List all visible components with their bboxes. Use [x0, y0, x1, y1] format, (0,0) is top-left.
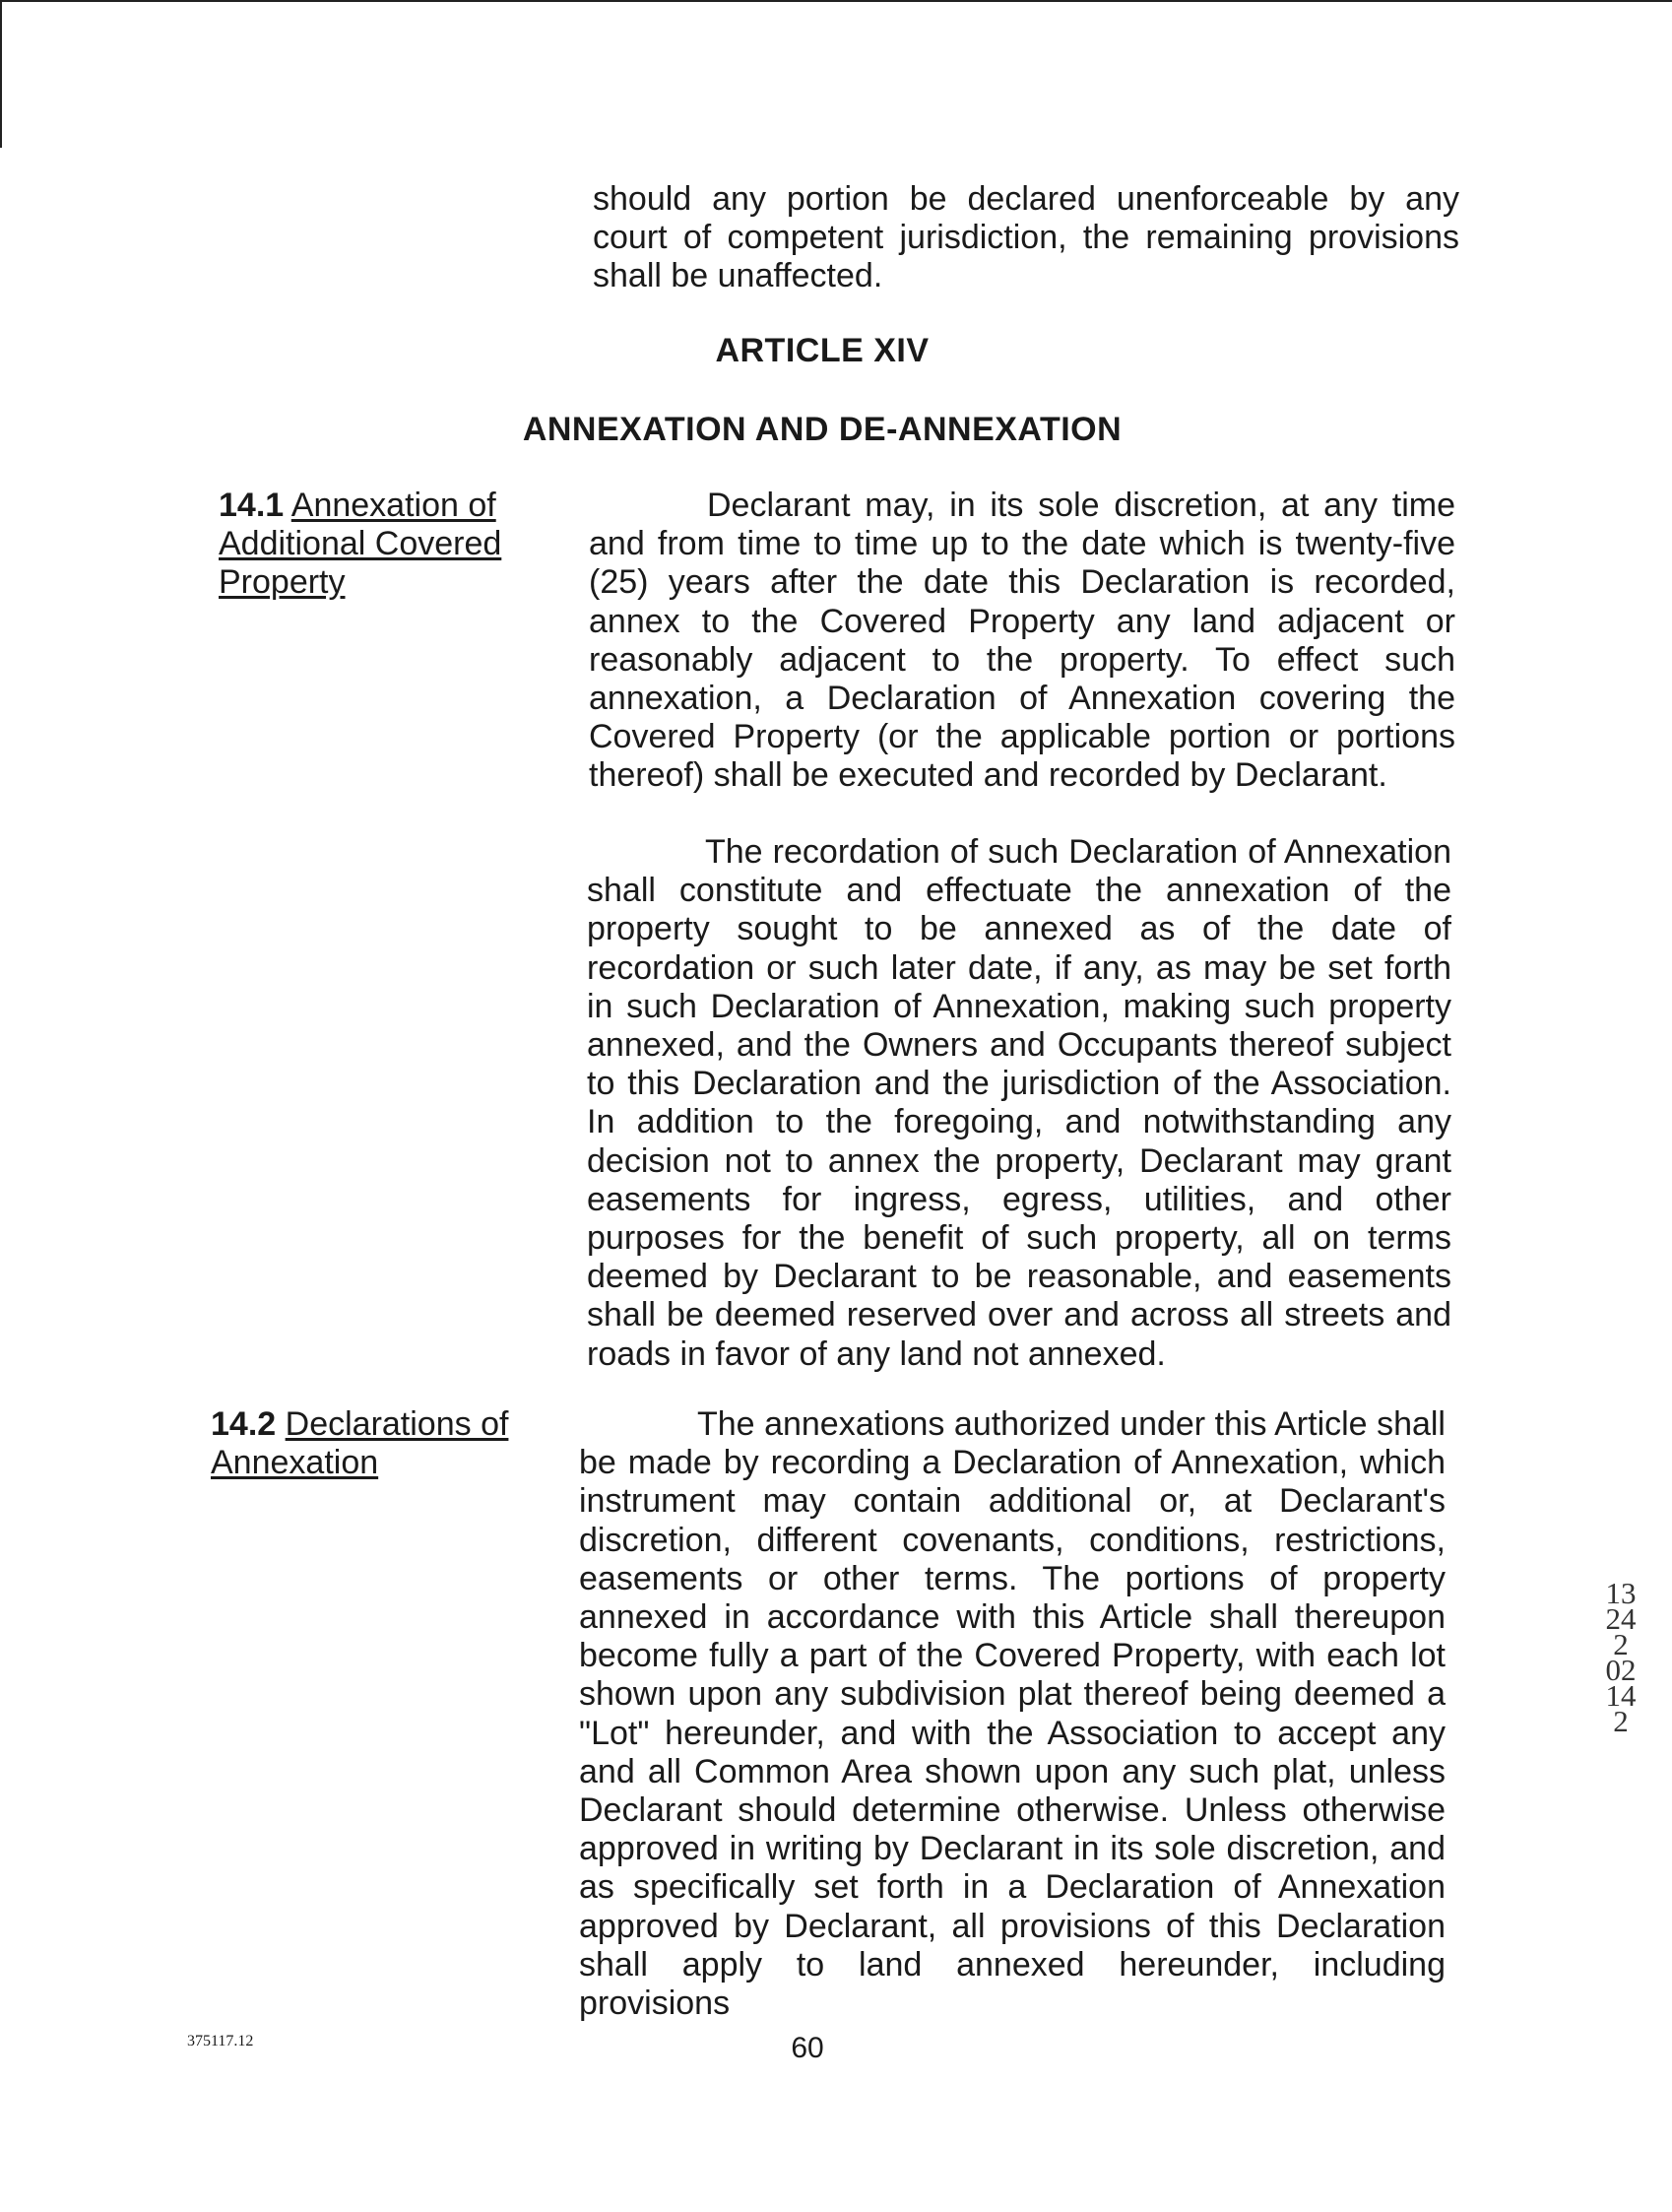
- section-title: Declarations of Annexation: [211, 1405, 509, 1481]
- section-14-1-paragraph-1: Declarant may, in its sole discretion, at any time and from time to time up to the date which is twenty-five (25) years after the date this Declaration is recorded, annex to the Covered Property any land adjacent or reasonably adjacent to the property. To effect such annexation, a Declaration of Annexation covering the Covered Property (or the applicable portion or portions thereof) shall be executed and recorded by Declarant.: [589, 487, 1455, 795]
- article-title: ANNEXATION AND DE-ANNEXATION: [522, 411, 1123, 448]
- continuation-paragraph: should any portion be declared unenforceable by any court of competent jurisdiction, the remaining provisions shall be unaffected.: [593, 180, 1459, 295]
- section-14-1-heading: [219, 487, 514, 602]
- scan-border-left: [0, 0, 2, 148]
- section-14-2-paragraph-1: The annexations authorized under this Article shall be made by recording a Declaration of Annexation, which instrument may contain additional or, at Declarant's discretion, different covenants, conditions, restrictions, easements or other terms. The portions of property annexed in accordance with this Article shall thereupon become fully a part of the Covered Property, with each lot shown upon any subdivision plat thereof being deemed a "Lot" hereunder, and with the Association to accept any and all Common Area shown upon any such plat, unless Declarant should determine otherwise. Unless otherwise approved in writing by Declarant in its sole discretion, and as specifically set forth in a Declaration of Annexation approved by Declarant, all provisions of this Declaration shall apply to land annexed hereunder, including provisions: [579, 1405, 1446, 2023]
- section-number: 14.1: [219, 487, 285, 524]
- section-14-1-paragraph-2: The recordation of such Declaration of Annexation shall constitute and effectuate the annexation of the property sought to be annexed as of the date of recordation or such later date, if any, as may be set forth in such Declaration of Annexation, making such property annexed, and the Owners and Occupants thereof subject to this Declaration and the jurisdiction of the Association. In addition to the foregoing, and notwithstanding any decision not to annex the property, Declarant may grant easements for ingress, egress, utilities, and other purposes for the benefit of such property, all on terms deemed by Declarant to be reasonable, and easements shall be deemed reserved over and across all streets and roads in favor of any land not annexed.: [587, 833, 1451, 1373]
- article-number: ARTICLE XIV: [715, 332, 930, 369]
- scan-border-top: [0, 0, 1672, 2]
- section-number: 14.2: [211, 1405, 277, 1443]
- document-id: 375117.12: [187, 2033, 254, 2049]
- section-14-2-heading: [211, 1405, 516, 1482]
- section-title: Annexation of Additional Covered Property: [219, 487, 502, 601]
- page-number: 60: [791, 2032, 824, 2064]
- recording-stamp: 13242 02142: [1605, 1576, 1637, 1738]
